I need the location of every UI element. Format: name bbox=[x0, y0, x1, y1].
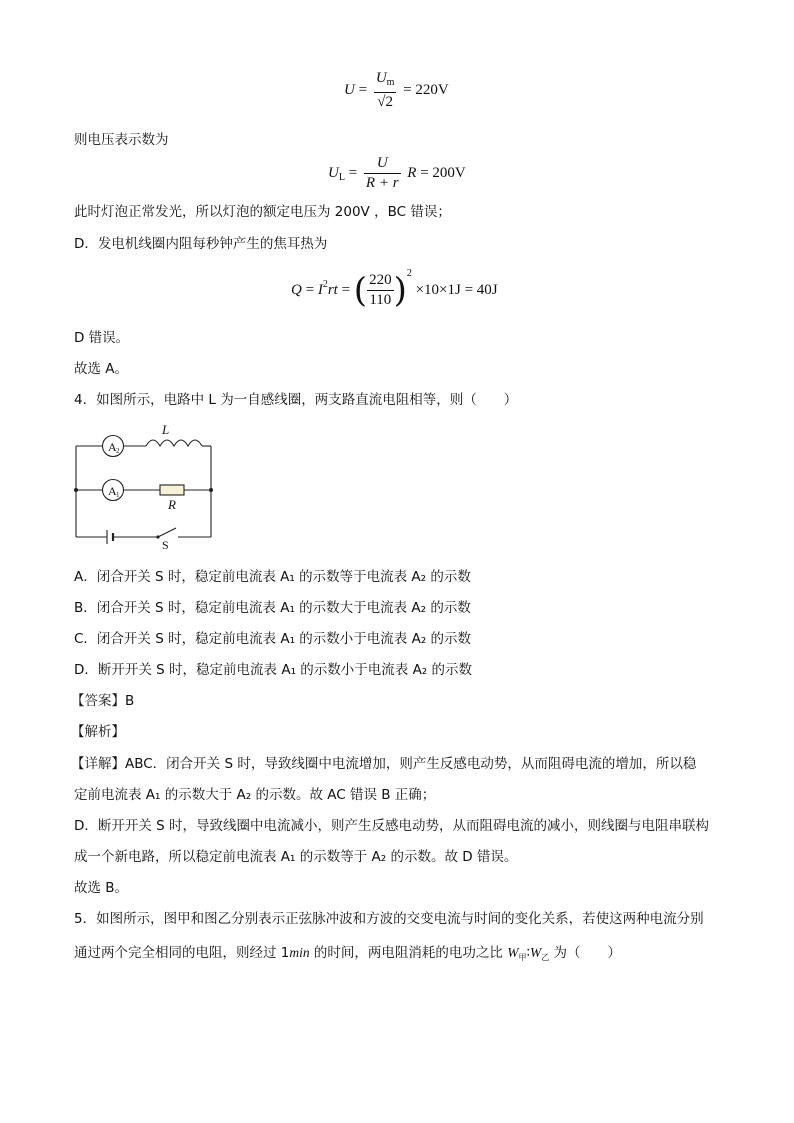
equation-lamp-voltage bbox=[328, 155, 466, 192]
question-4-stem: 4．如图所示，电路中 L 为一自感线圈，两支路直流电阻相等，则（ ） bbox=[74, 392, 518, 408]
eq3-rt: rt bbox=[327, 282, 338, 298]
detail-line-3: D．断开开关 S 时，导致线圈中电流减小，则产生反感电动势，从而阻碍电流的减小，则线圈与电阻串联构 bbox=[74, 818, 710, 834]
q5-text-c: 为（ ） bbox=[549, 945, 622, 961]
eq3-numerator: 220 bbox=[367, 272, 394, 291]
eq3-Q: Q bbox=[291, 282, 302, 298]
ammeter-a1-sub: 1 bbox=[116, 491, 120, 499]
resistor-icon bbox=[160, 485, 184, 495]
option-D: D．断开开关 S 时，稳定前电流表 A₁ 的示数小于电流表 A₂ 的示数 bbox=[74, 662, 473, 678]
q5-W2-sub: 乙 bbox=[541, 953, 550, 962]
eq3-left-paren: ( bbox=[353, 270, 368, 311]
equation-joule-heat bbox=[291, 268, 498, 309]
text-choose-A: 故选 A。 bbox=[74, 361, 129, 377]
eq3-fraction bbox=[367, 272, 394, 309]
option-C: C．闭合开关 S 时，稳定前电流表 A₁ 的示数小于电流表 A₂ 的示数 bbox=[74, 631, 472, 647]
junction-left bbox=[74, 488, 78, 492]
answer-tag: 【答案】 bbox=[71, 693, 125, 709]
q5-colon: ∶ bbox=[526, 945, 530, 961]
eq2-UL: U bbox=[328, 164, 339, 181]
eq2-equals: = bbox=[348, 164, 358, 181]
detail-tag: 【详解】 bbox=[71, 756, 125, 772]
q5-W1: W bbox=[507, 945, 519, 960]
ammeter-a1-label: A bbox=[108, 484, 117, 498]
ammeter-a2-label: A bbox=[108, 440, 117, 454]
eq2-UL-sub: L bbox=[338, 171, 345, 183]
text-D-joule-heat: D．发电机线圈内阻每秒钟产生的焦耳热为 bbox=[74, 236, 328, 252]
eq-var-U: U bbox=[344, 81, 355, 98]
switch-blade bbox=[158, 528, 176, 537]
eq-rhs: = 220V bbox=[403, 81, 449, 98]
text-lamp-rated-voltage: 此时灯泡正常发光，所以灯泡的额定电压为 200V ，BC 错误； bbox=[74, 204, 451, 220]
switch-pivot bbox=[156, 535, 159, 538]
eq3-denominator: 110 bbox=[369, 292, 392, 309]
option-A: A．闭合开关 S 时，稳定前电流表 A₁ 的示数等于电流表 A₂ 的示数 bbox=[74, 569, 471, 585]
question-5-line-2 bbox=[74, 944, 621, 967]
inductor-coil-icon bbox=[146, 440, 202, 446]
ammeter-a2-sub: 2 bbox=[116, 447, 120, 455]
eq3-I: I bbox=[317, 282, 323, 298]
text-voltmeter-reading: 则电压表示数为 bbox=[74, 132, 169, 148]
eq-fraction bbox=[374, 70, 397, 111]
eq-equals: = bbox=[358, 81, 368, 98]
eq-num-sub: m bbox=[386, 77, 395, 88]
q5-min-unit: min bbox=[289, 945, 310, 960]
text-choose-B: 故选 B。 bbox=[74, 880, 129, 896]
option-B: B．闭合开关 S 时，稳定前电流表 A₁ 的示数大于电流表 A₂ 的示数 bbox=[74, 600, 471, 616]
answer-value: B bbox=[125, 693, 135, 709]
text-D-wrong: D 错误。 bbox=[74, 330, 130, 346]
equation-rms-voltage bbox=[344, 70, 449, 111]
q5-text-b: 的时间，两电阻消耗的电功之比 bbox=[309, 945, 508, 961]
eq2-rhs: = 200V bbox=[420, 164, 466, 181]
q5-W1-sub: 甲 bbox=[518, 953, 527, 962]
eq3-equals: = bbox=[305, 282, 315, 298]
eq2-denominator: R + r bbox=[365, 175, 399, 191]
detail-line-1 bbox=[71, 755, 696, 773]
eq-numerator bbox=[374, 70, 397, 93]
resistor-label: R bbox=[168, 497, 176, 512]
eq3-I-sup: 2 bbox=[322, 279, 328, 290]
detail-text-1: ABC．闭合开关 S 时，导致线圈中电流增加，则产生反感电动势，从而阻碍电流的增加，所以稳 bbox=[125, 756, 697, 772]
question-5-line-1: 5．如图所示，图甲和图乙分别表示正弦脉冲波和方波的交变电流与时间的变化关系，若使这两种电流分别 bbox=[74, 911, 704, 927]
detail-line-2: 定前电流表 A₁ 的示数大于 A₂ 的示数。故 AC 错误 B 正确； bbox=[74, 787, 436, 803]
junction-right bbox=[209, 488, 213, 492]
eq3-square: 2 bbox=[406, 268, 412, 279]
answer-line bbox=[71, 692, 134, 710]
eq3-right-paren: ) bbox=[393, 270, 407, 311]
detail-line-4: 成一个新电路，所以稳定前电流表 A₁ 的示数等于 A₂ 的示数。故 D 错误。 bbox=[74, 849, 518, 865]
eq3-tail: ×10×1J = 40J bbox=[415, 282, 498, 298]
eq3-equals-2: = bbox=[341, 282, 351, 298]
circuit-diagram bbox=[68, 420, 228, 550]
eq-denominator: √2 bbox=[377, 94, 393, 110]
analysis-tag: 【解析】 bbox=[71, 724, 125, 740]
switch-label: S bbox=[162, 538, 169, 550]
q5-W2: W bbox=[530, 945, 542, 960]
q5-text-a: 通过两个完全相同的电阻，则经过 1 bbox=[74, 945, 290, 961]
eq-num-U: U bbox=[375, 70, 387, 86]
eq2-fraction bbox=[364, 155, 401, 192]
inductor-label: L bbox=[162, 422, 170, 437]
eq2-numerator: U bbox=[364, 155, 401, 174]
eq2-R: R bbox=[407, 164, 417, 181]
